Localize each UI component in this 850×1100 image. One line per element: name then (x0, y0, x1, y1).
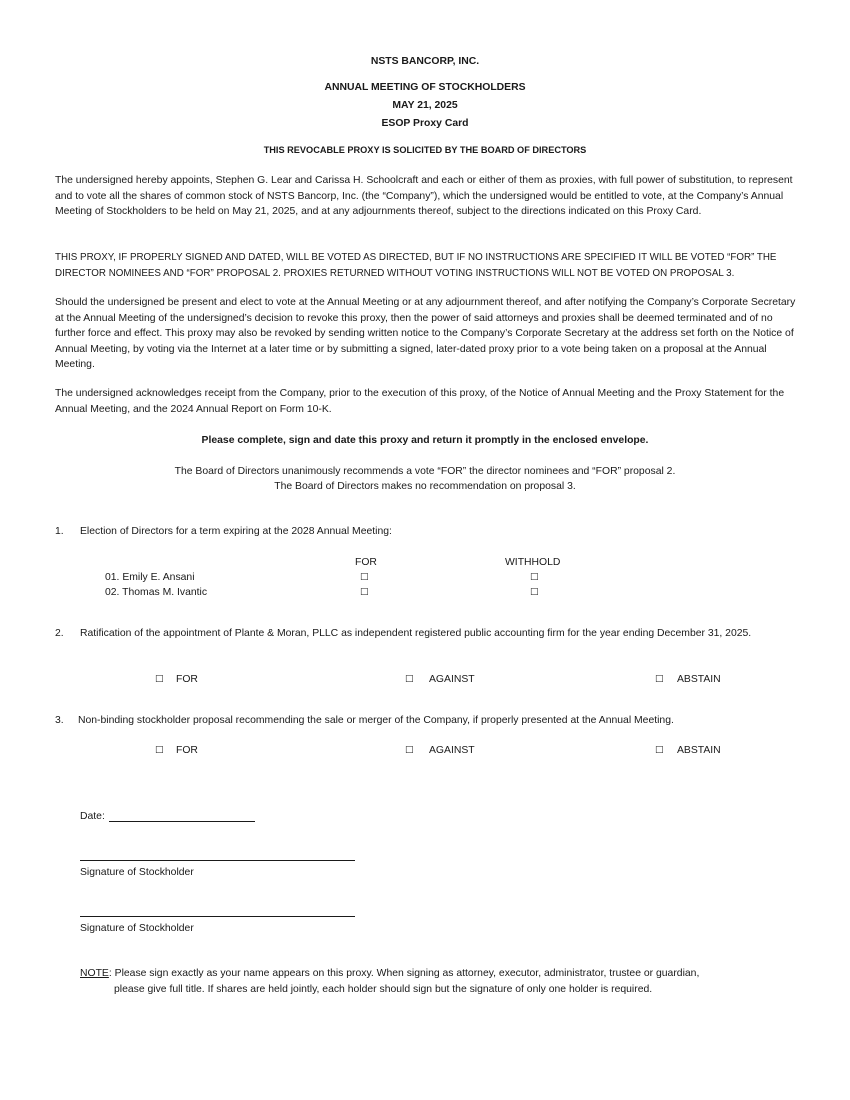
proposal-3-text: Non-binding stockholder proposal recommending the sale or merger of the Company, if properly presented at the Annual Meeting. (78, 715, 674, 726)
nominee-1-withhold-checkbox[interactable]: □ (530, 572, 539, 582)
proposal-3-number: 3. (55, 715, 64, 726)
proposal-2-text: Ratification of the appointment of Plante & Moran, PLLC as independent registered public accounting firm for the year ending December 31, 2025. (80, 628, 752, 639)
proposal-3-abstain-label: ABSTAIN (677, 745, 721, 756)
date-line[interactable] (109, 821, 255, 822)
nominee-2-name: 02. Thomas M. Ivantic (105, 587, 208, 598)
proposal-2-number: 2. (55, 628, 64, 639)
proposal-1-text: Election of Directors for a term expiring at the 2028 Annual Meeting: (80, 526, 392, 537)
solicited-statement: THIS REVOCABLE PROXY IS SOLICITED BY THE BOARD OF DIRECTORS (263, 145, 587, 155)
date-label: Date: (80, 811, 105, 822)
proposal-3-against-label: AGAINST (429, 745, 475, 756)
proposal-1-number: 1. (55, 526, 64, 537)
proposal-3-abstain-checkbox[interactable]: □ (655, 745, 664, 755)
meeting-title: ANNUAL MEETING OF STOCKHOLDERS (324, 82, 526, 93)
signature-line-2[interactable] (80, 916, 355, 917)
proposal-2-for-checkbox[interactable]: □ (155, 674, 164, 684)
column-for: FOR (355, 557, 377, 568)
company-name: NSTS BANCORP, INC. (370, 56, 480, 67)
proposal-2-against-checkbox[interactable]: □ (405, 674, 414, 684)
nominee-1-name: 01. Emily E. Ansani (105, 572, 195, 583)
nominee-1-for-checkbox[interactable]: □ (360, 572, 369, 582)
note-text-1: : Please sign exactly as your name appears on this proxy. When signing as attorney, executor, administrator, trustee or guardian, (108, 968, 700, 979)
nominee-2-withhold-checkbox[interactable]: □ (530, 587, 539, 597)
proposal-3-for-checkbox[interactable]: □ (155, 745, 164, 755)
proposal-3-against-checkbox[interactable]: □ (405, 745, 414, 755)
note-label: NOTE (80, 968, 109, 979)
proposal-2-against-label: AGAINST (429, 674, 475, 685)
board-recommendation: The Board of Directors unanimously recommends a vote “FOR” the director nominees and “FOR” proposal 2. (174, 466, 676, 477)
note-line-1 (80, 966, 800, 982)
meeting-date: MAY 21, 2025 (392, 100, 458, 111)
revocation-paragraph: Should the undersigned be present and elect to vote at the Annual Meeting or at any adjournment thereof, and after notifying the Company’s Corporate Secretary at the Annual Meeting of the undersigned’s decision to revoke this proxy, then the power of said attorneys and proxies shall be deemed terminated and of no further force and effect. This proxy may also be revoked by sending written notice to the Company’s Corporate Secretary at the address set forth on the Notice of Annual Meeting, by voting via the Internet at a later time or by submitting a signed, later-dated proxy prior to a vote being taken on a proposal at the Annual Meeting. (55, 297, 796, 370)
voting-paragraph: THIS PROXY, IF PROPERLY SIGNED AND DATED, WILL BE VOTED AS DIRECTED, BUT IF NO INSTRUCTIONS ARE SPECIFIED IT WILL BE VOTED “FOR” THE DIRECTOR NOMINEES AND “FOR” PROPOSAL 2. PROXIES RETURNED WITHOUT VOTING INSTRUCTIONS WILL NOT BE VOTED ON PROPOSAL 3. (55, 252, 777, 279)
proposal-2-for-label: FOR (176, 674, 198, 685)
note-text-2: please give full title. If shares are held jointly, each holder should sign but the signature of only one holder is required. (114, 984, 653, 995)
card-title: ESOP Proxy Card (381, 118, 469, 129)
proposal-2-abstain-label: ABSTAIN (677, 674, 721, 685)
proposal-3-for-label: FOR (176, 745, 198, 756)
complete-instruction: Please complete, sign and date this proxy and return it promptly in the enclosed envelope. (201, 435, 649, 446)
signature-label-1: Signature of Stockholder (80, 867, 194, 878)
appointment-paragraph: The undersigned hereby appoints, Stephen G. Lear and Carissa H. Schoolcraft and each or either of them as proxies, with full power of substitution, to represent and to vote all the shares of common stock of NSTS Bancorp, Inc. (the “Company”), which the undersigned would be entitled to vote, at the Company’s Annual Meeting of Stockholders to be held on May 21, 2025, and at any adjournments thereof, subject to the directions indicated on this Proxy Card. (55, 175, 793, 217)
column-withhold: WITHHOLD (505, 557, 561, 568)
proposal-2-abstain-checkbox[interactable]: □ (655, 674, 664, 684)
nominee-2-for-checkbox[interactable]: □ (360, 587, 369, 597)
signature-line-1[interactable] (80, 860, 355, 861)
board-no-recommendation: The Board of Directors makes no recommendation on proposal 3. (274, 481, 576, 492)
signature-label-2: Signature of Stockholder (80, 923, 194, 934)
acknowledgement-paragraph: The undersigned acknowledges receipt from the Company, prior to the execution of this proxy, of the Notice of Annual Meeting and the Proxy Statement for the Annual Meeting, and the 2024 Annual Report on Form 10-K. (55, 388, 785, 415)
